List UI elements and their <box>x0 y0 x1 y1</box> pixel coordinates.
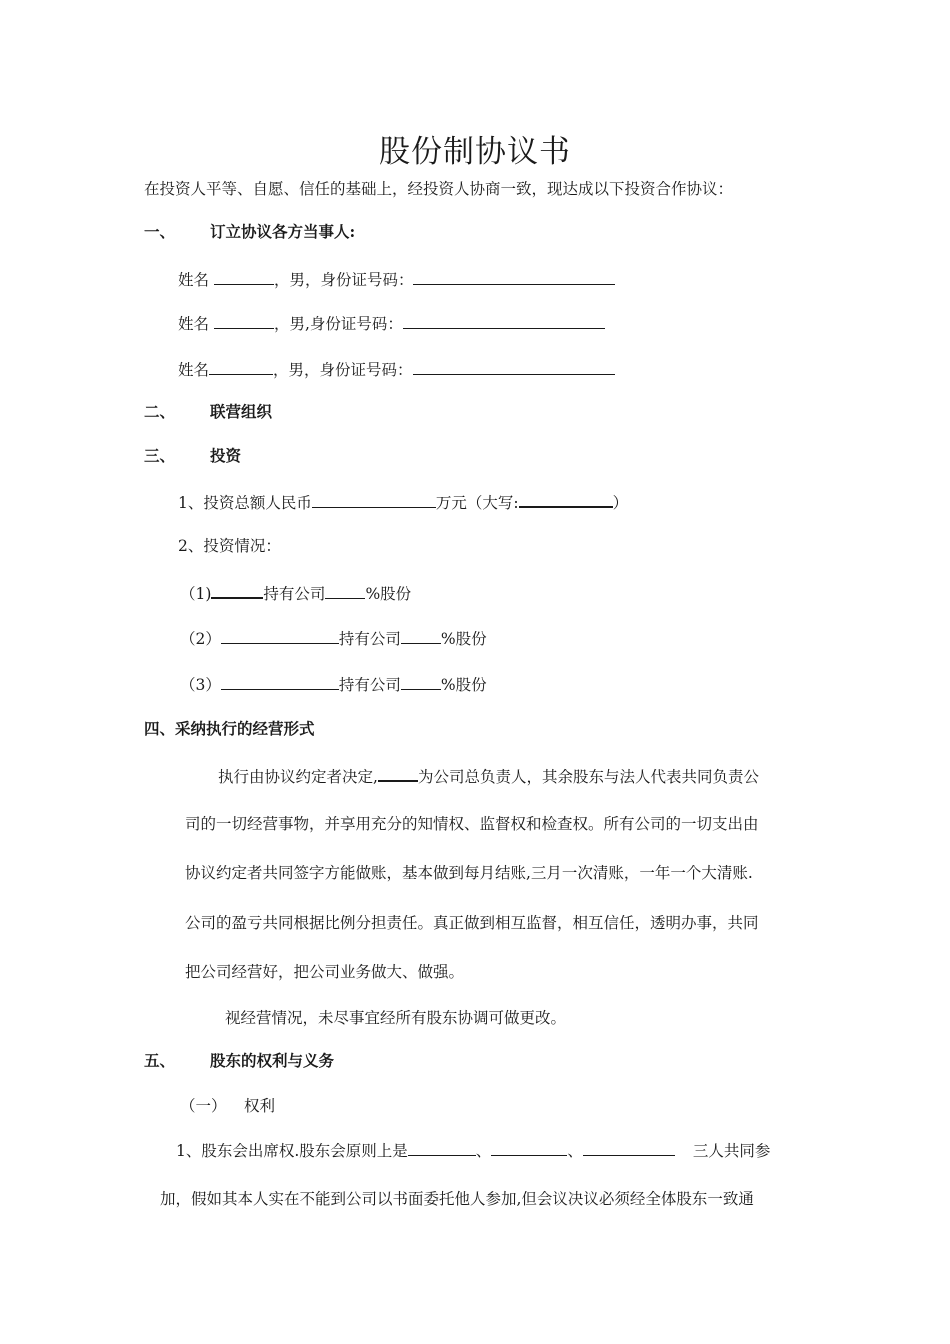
right-1-sep-2: 、 <box>567 1142 583 1160</box>
share-line-2 <box>180 626 487 650</box>
right-1-sep-1: 、 <box>475 1142 492 1160</box>
party-3-id-label: ，男，身份证号码： <box>273 361 413 379</box>
party-1-id-label: ，男，身份证号码： <box>273 271 414 289</box>
party-2-name-blank <box>214 311 274 329</box>
section-4-paragraph-line-2: 司的一切经营事物，并享用充分的知情权、监督权和检查权。所有公司的一切支出由 <box>185 815 759 833</box>
section-2-number: 二、 <box>144 402 176 421</box>
section-1-label: 订立协议各方当事人: <box>210 222 356 241</box>
section-4-manager-blank <box>378 763 418 782</box>
investment-total-label: 1、投资总额人民币 <box>178 494 312 512</box>
party-2-id-label: ，男,身份证号码： <box>273 315 403 333</box>
share-1-index: （1) <box>180 585 212 603</box>
section-2-label: 联营组织 <box>210 402 273 421</box>
share-2-holder-blank <box>221 626 339 644</box>
section-4-paragraph-line-6: 视经营情况，未尽事宜经所有股东协调可做更改。 <box>225 1009 567 1027</box>
party-1-name-blank <box>214 267 274 285</box>
section-4-heading: 四、采纳执行的经营形式 <box>144 719 315 738</box>
share-1-text: 持有公司 <box>263 585 326 603</box>
section-4-text-b: 为公司总负责人，其余股东与法人代表共同负责公 <box>417 768 759 786</box>
section-3-label: 投资 <box>210 446 242 465</box>
share-2-index: （2） <box>180 630 221 648</box>
section-5-heading <box>144 1050 334 1072</box>
section-4-paragraph-line-1 <box>218 763 759 788</box>
investment-amount-blank <box>312 490 436 508</box>
party-2-line <box>178 311 605 335</box>
section-1-heading <box>144 221 355 243</box>
share-1-holder-blank <box>211 580 263 599</box>
share-2-suffix: %股份 <box>440 630 487 648</box>
subsection-1-label: 权利 <box>244 1097 276 1115</box>
share-1-suffix: %股份 <box>365 585 412 603</box>
right-1-line-2: 加，假如其本人实在不能到公司以书面委托他人参加,但会议决议必须经全体股东一致通 <box>160 1190 754 1208</box>
party-3-name-blank <box>209 357 273 375</box>
section-4-paragraph-line-5: 把公司经营好，把公司业务做大、做强。 <box>185 963 465 981</box>
party-1-id-blank <box>413 267 615 285</box>
investment-status-line: 2、投资情况： <box>178 537 281 555</box>
section-2-heading <box>144 401 272 423</box>
investment-unit-label: 万元（大写: <box>435 494 519 512</box>
party-1-line <box>178 267 615 291</box>
right-1-blank-1 <box>408 1138 476 1156</box>
section-5-label: 股东的权利与义务 <box>210 1051 335 1070</box>
party-3-line <box>178 357 615 381</box>
section-3-number: 三、 <box>144 446 176 465</box>
share-1-percent-blank <box>325 581 365 599</box>
section-3-heading <box>144 445 241 467</box>
party-2-id-blank <box>403 311 605 329</box>
share-3-index: （3） <box>180 676 221 694</box>
investment-total-line <box>178 489 628 514</box>
share-3-holder-blank <box>221 672 339 690</box>
intro-paragraph: 在投资人平等、自愿、信任的基础上，经投资人协商一致，现达成以下投资合作协议： <box>144 180 734 198</box>
share-3-percent-blank <box>401 672 441 690</box>
share-line-1 <box>180 580 411 605</box>
right-1-text-b: 三人共同参 <box>692 1142 771 1160</box>
right-1-blank-2 <box>491 1138 567 1156</box>
share-line-3 <box>180 672 487 696</box>
right-1-line-1 <box>176 1138 770 1162</box>
party-3-name-label: 姓名 <box>178 361 210 379</box>
investment-capital-blank <box>519 489 613 508</box>
right-1-text-a: 1、股东会出席权.股东会原则上是 <box>176 1142 408 1160</box>
share-3-suffix: %股份 <box>440 676 487 694</box>
section-4-paragraph-line-3: 协议约定者共同签字方能做账，基本做到每月结账,三月一次清账，一年一个大清账. <box>185 864 753 882</box>
share-2-text: 持有公司 <box>338 630 401 648</box>
section-4-text-a: 执行由协议约定者决定, <box>218 768 378 786</box>
investment-close-paren: ） <box>612 494 629 512</box>
subsection-1-heading <box>180 1095 275 1117</box>
party-3-id-blank <box>413 357 615 375</box>
section-1-number: 一、 <box>144 222 176 241</box>
section-4-paragraph-line-4: 公司的盈亏共同根据比例分担责任。真正做到相互监督，相互信任，透明办事，共同 <box>185 914 759 932</box>
party-1-name-label: 姓名 <box>178 271 210 289</box>
party-2-name-label: 姓名 <box>178 315 210 333</box>
section-5-number: 五、 <box>144 1051 176 1070</box>
share-2-percent-blank <box>401 626 441 644</box>
right-1-blank-3 <box>583 1138 675 1156</box>
document-title: 股份制协议书 <box>379 134 571 170</box>
subsection-1-number: （一） <box>180 1097 227 1115</box>
share-3-text: 持有公司 <box>338 676 401 694</box>
